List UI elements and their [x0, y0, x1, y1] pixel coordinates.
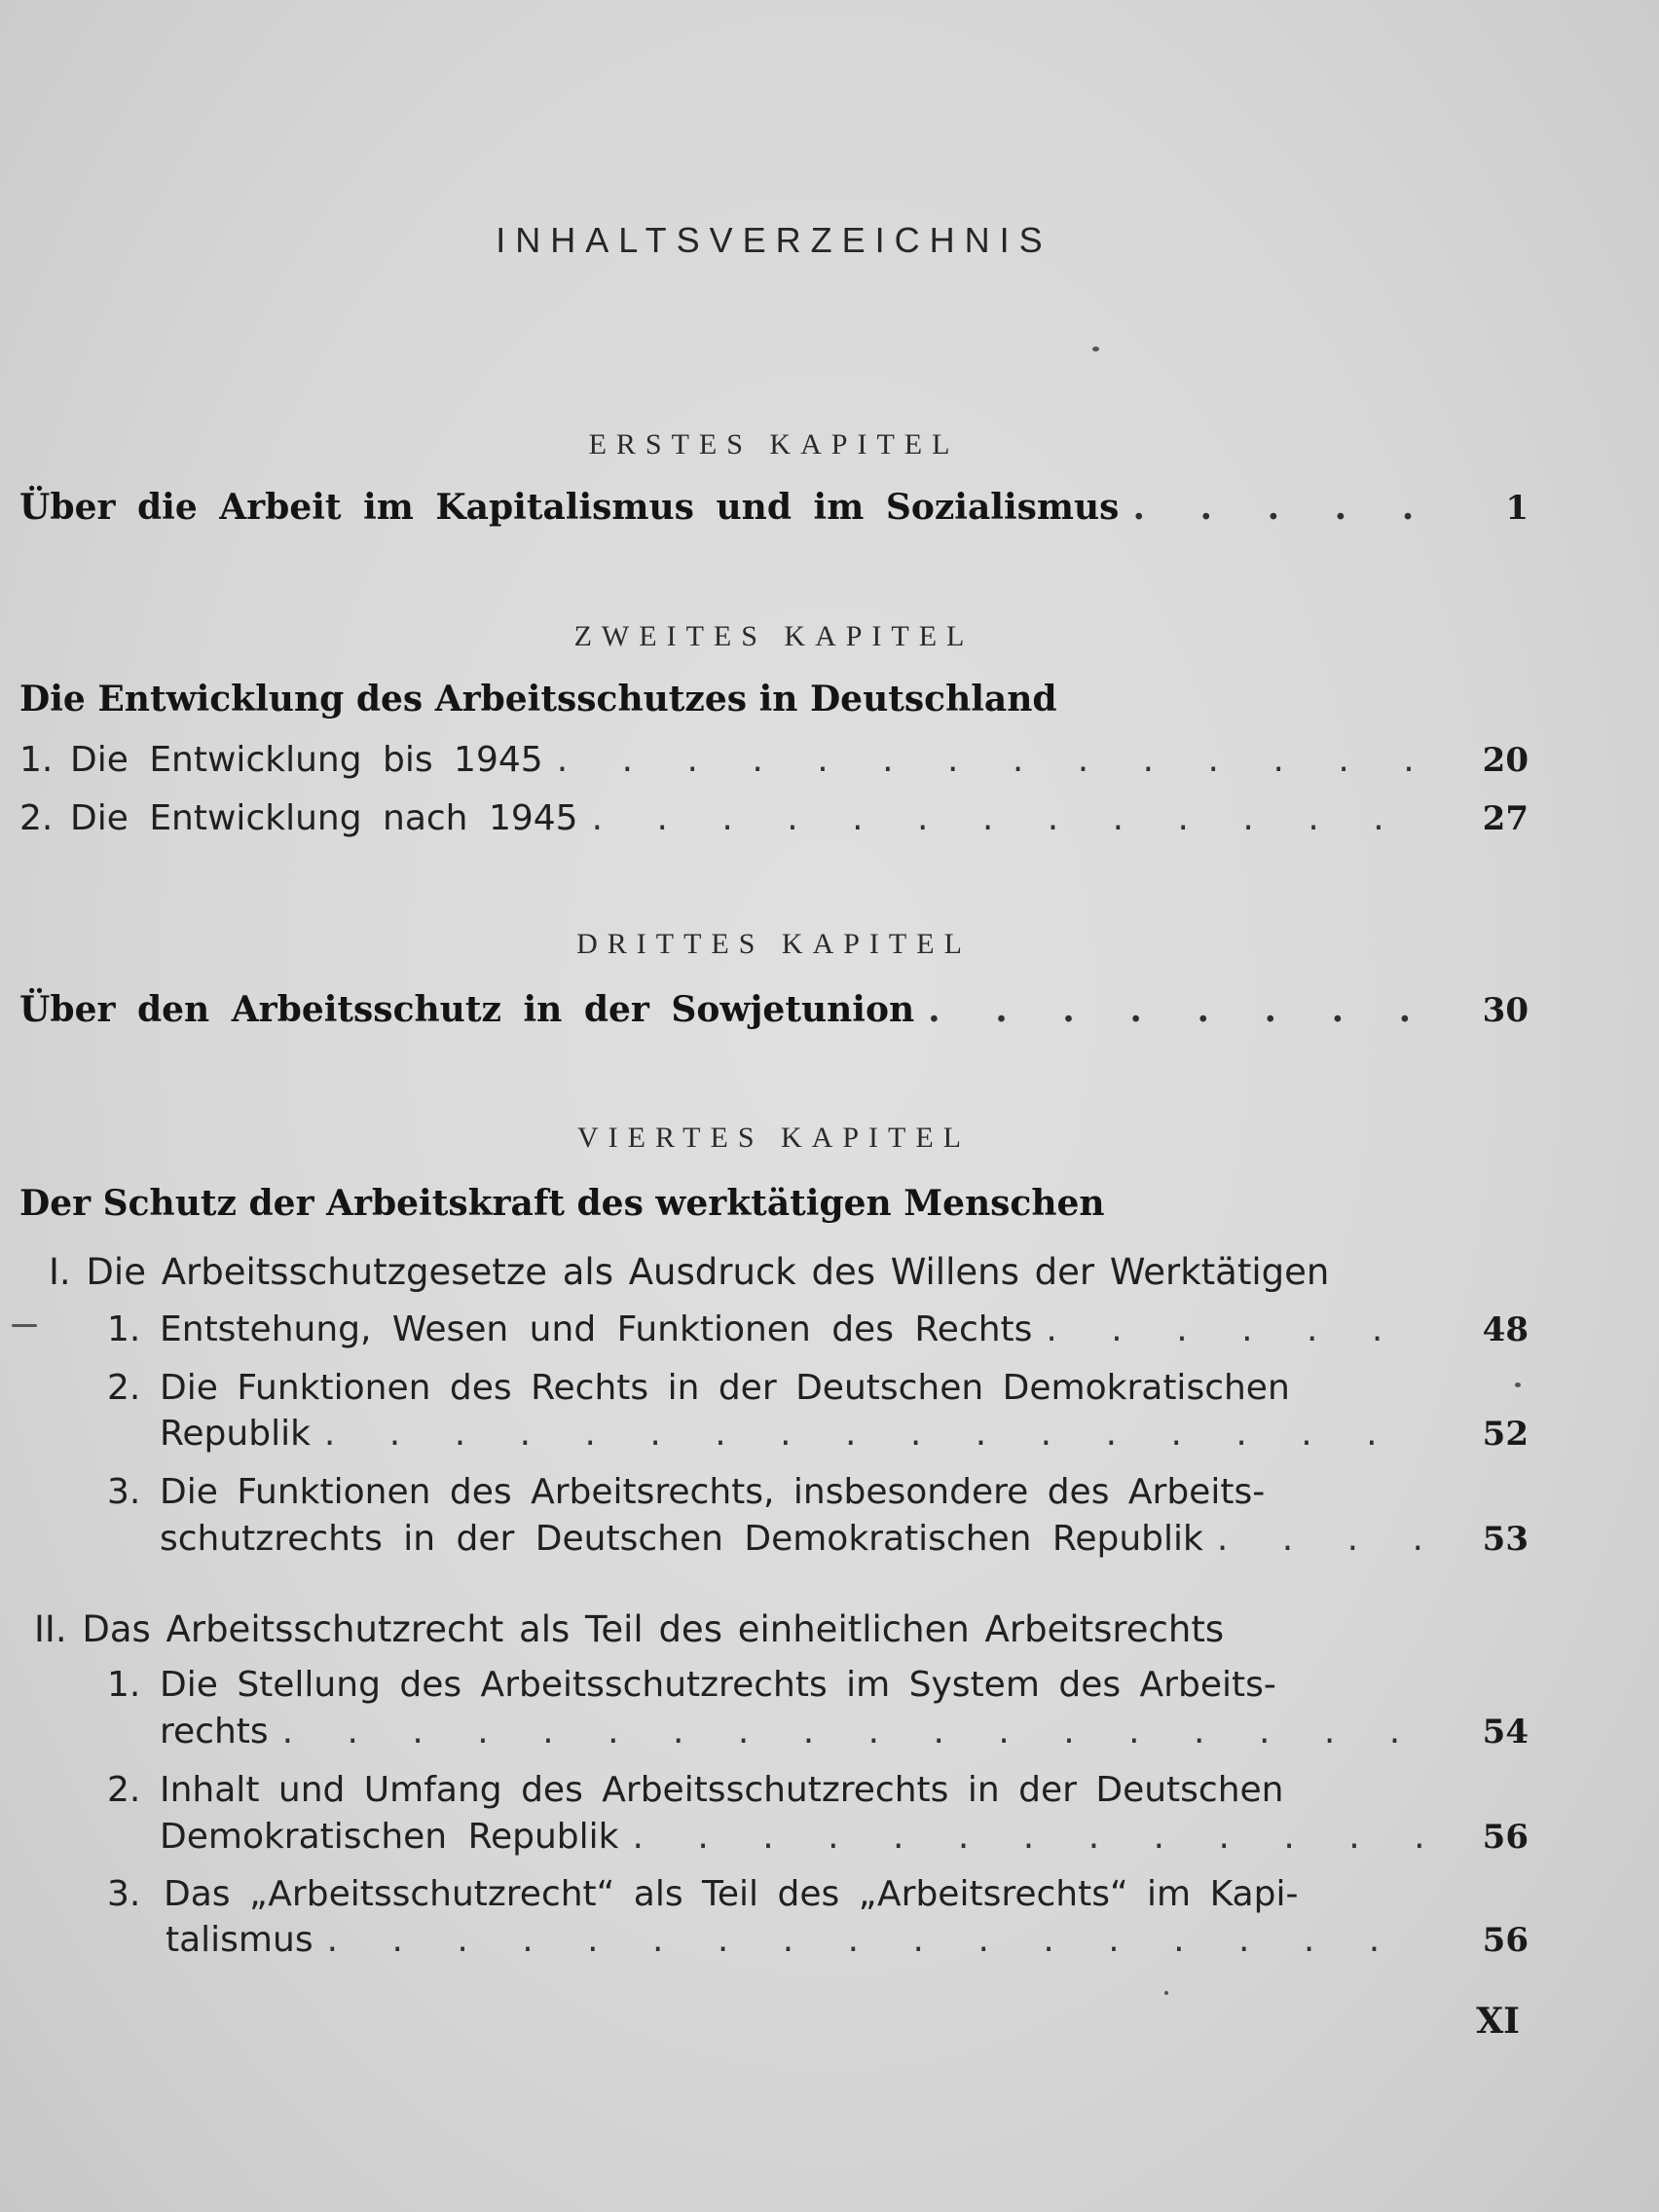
- entry-label: Inhalt und Umfang des Arbeitsschutzrechts in der Deutschen: [160, 1770, 1284, 1810]
- section-1-entry-3-line1[interactable]: [107, 1472, 1265, 1512]
- section-2-entry-1-line2[interactable]: [160, 1712, 1529, 1751]
- entry-label: Die Entwicklung nach 1945: [70, 798, 578, 838]
- entry-number: 2.: [107, 1770, 141, 1810]
- page-number: 48: [1482, 1310, 1529, 1349]
- entry-label: Entstehung, Wesen und Funktionen des Rechts: [160, 1309, 1033, 1349]
- page-number: 54: [1482, 1713, 1529, 1751]
- dot-leader: [1132, 487, 1422, 528]
- section-1-heading: I. Die Arbeitsschutzgesetze als Ausdruck des Willens der Werktätigen: [49, 1251, 1330, 1293]
- chapter-1-heading: Über die Arbeit im Kapitalismus und im Sozialismus: [19, 487, 1120, 528]
- folio-page-number: XI: [1476, 2001, 1520, 2042]
- entry-label-continued: Demokratischen Republik: [160, 1817, 619, 1857]
- section-2-entry-3-line1[interactable]: [107, 1874, 1298, 1914]
- entry-label: Die Stellung des Arbeitsschutzrechts im System des Arbeits-: [160, 1665, 1276, 1705]
- dot-leader: [592, 798, 1422, 838]
- chapter-4-heading: Der Schutz der Arbeitskraft des werktätigen Menschen: [19, 1183, 1105, 1224]
- page-number: 27: [1482, 799, 1529, 838]
- paper-speck: [1515, 1382, 1521, 1387]
- entry-label: Die Entwicklung bis 1945: [70, 740, 543, 780]
- page-number: 20: [1482, 741, 1529, 780]
- dot-leader: [327, 1920, 1422, 1960]
- section-1-entry-3-line2[interactable]: [160, 1519, 1529, 1559]
- chapter-3-entry[interactable]: [19, 989, 1529, 1030]
- page-number: 52: [1482, 1415, 1529, 1454]
- entry-label: Die Funktionen des Arbeitsrechts, insbesondere des Arbeits-: [160, 1472, 1266, 1512]
- entry-label-continued: schutzrechts in der Deutschen Demokratischen Republik: [160, 1519, 1203, 1559]
- section-1-entry-2-line2[interactable]: [160, 1414, 1529, 1454]
- chapter-3-label: DRITTES KAPITEL: [576, 928, 972, 960]
- entry-number: 3.: [107, 1874, 141, 1914]
- chapter-2-entry-1[interactable]: [19, 740, 1529, 780]
- section-1-entry-2-line1[interactable]: [107, 1368, 1290, 1408]
- paper-speck: [1164, 1991, 1168, 1995]
- chapter-2-heading: Die Entwicklung des Arbeitsschutzes in Deutschland: [19, 679, 1057, 719]
- paper-speck: [12, 1324, 37, 1327]
- entry-number: 1.: [107, 1309, 141, 1349]
- entry-number: 2.: [19, 798, 54, 838]
- chapter-4-label: VIERTES KAPITEL: [576, 1122, 971, 1154]
- toc-title: INHALTSVERZEICHNIS: [496, 220, 1052, 260]
- paper-speck: [1092, 347, 1099, 351]
- dot-leader: [1046, 1309, 1422, 1349]
- dot-leader: [928, 989, 1422, 1030]
- section-1-entry-1[interactable]: [107, 1309, 1529, 1349]
- entry-label: Das „Arbeitsschutzrecht“ als Teil des „Arbeitsrechts“ im Kapi-: [164, 1874, 1299, 1914]
- page-number: 53: [1482, 1520, 1529, 1559]
- entry-number: 1.: [19, 740, 54, 780]
- entry-label-continued: Republik: [160, 1414, 311, 1454]
- page-number: 56: [1482, 1818, 1529, 1857]
- section-2-heading: II. Das Arbeitsschutzrecht als Teil des einheitlichen Arbeitsrechts: [34, 1608, 1225, 1650]
- entry-label-continued: rechts: [160, 1712, 269, 1751]
- section-2-entry-2-line2[interactable]: [160, 1817, 1529, 1857]
- chapter-1-entry[interactable]: [19, 487, 1529, 528]
- section-2-entry-1-line1[interactable]: [107, 1665, 1276, 1705]
- chapter-3-heading: Über den Arbeitsschutz in der Sowjetunion: [19, 989, 915, 1030]
- entry-number: 1.: [107, 1665, 141, 1705]
- chapter-2-entry-2[interactable]: [19, 798, 1529, 838]
- chapter-2-label: ZWEITES KAPITEL: [573, 620, 975, 652]
- page-number: 1: [1505, 489, 1529, 528]
- dot-leader: [282, 1712, 1422, 1751]
- section-2-entry-2-line1[interactable]: [107, 1770, 1283, 1810]
- entry-label: Die Funktionen des Rechts in der Deutschen Demokratischen: [160, 1368, 1290, 1408]
- dot-leader: [324, 1414, 1422, 1454]
- chapter-1-label: ERSTES KAPITEL: [588, 428, 960, 461]
- section-2-entry-3-line2[interactable]: [166, 1920, 1529, 1960]
- entry-number: 2.: [107, 1368, 141, 1408]
- entry-label-continued: talismus: [166, 1920, 313, 1960]
- dot-leader: [1217, 1519, 1422, 1559]
- dot-leader: [632, 1817, 1422, 1857]
- page-number: 30: [1482, 991, 1529, 1030]
- page-number: 56: [1482, 1921, 1529, 1960]
- entry-number: 3.: [107, 1472, 141, 1512]
- dot-leader: [557, 740, 1422, 780]
